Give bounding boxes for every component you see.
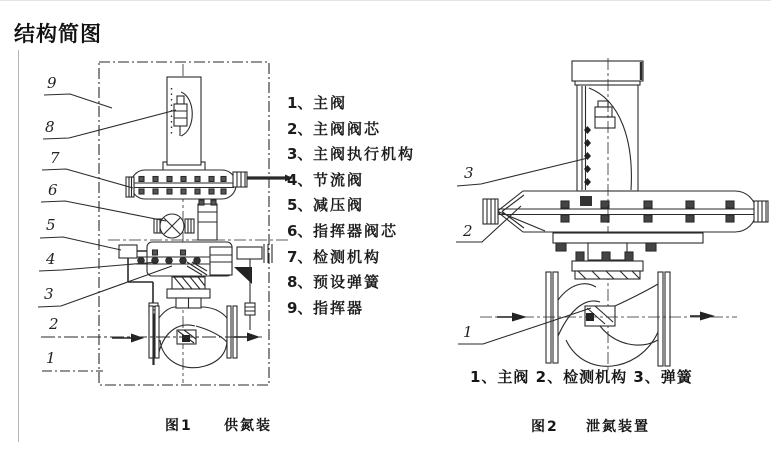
fig2-callout-3: 3 bbox=[464, 164, 474, 182]
figure1-drawing bbox=[38, 62, 293, 385]
fig1-callout-8: 8 bbox=[45, 118, 55, 136]
figure2-drawing bbox=[456, 58, 768, 372]
figure1-caption-text: 供氮装 bbox=[224, 418, 272, 434]
figure1-caption-id: 图1 bbox=[165, 418, 193, 434]
spring-cylinder bbox=[572, 61, 643, 206]
fig1-callout-1: 1 bbox=[46, 349, 56, 367]
fig1-callout-3: 3 bbox=[44, 285, 54, 303]
fig1-callout-9: 9 bbox=[47, 74, 57, 92]
page-title: 结构简图 bbox=[14, 22, 102, 46]
legend-item-5: 5、减压阀 bbox=[287, 196, 365, 215]
legend-item-3: 3、主阀执行机构 bbox=[287, 145, 416, 164]
fig1-callout-5: 5 bbox=[46, 216, 56, 234]
fig2-callout-2: 2 bbox=[463, 222, 473, 240]
flow-direction-wedge bbox=[234, 267, 252, 284]
legend-item-8: 8、预设弹簧 bbox=[287, 273, 382, 292]
legend-item-6: 6、指挥器阀芯 bbox=[287, 221, 399, 240]
inlet-flow-arrow-fig1 bbox=[131, 334, 144, 343]
legend-item-2: 2、主阀阀芯 bbox=[287, 119, 382, 138]
pressure-reducing-valve bbox=[119, 245, 137, 258]
parts-legend bbox=[287, 92, 415, 322]
main-valve-actuator bbox=[167, 277, 210, 308]
fig1-callout-4: 4 bbox=[46, 250, 56, 268]
figure2-caption-id: 图2 bbox=[531, 419, 559, 435]
fig1-callout-6: 6 bbox=[48, 181, 58, 199]
legend-item-1: 1、主阀 bbox=[287, 94, 348, 112]
detection-vessel bbox=[483, 191, 768, 232]
figure2-parts-line: 1、主阀 2、检测机构 3、弹簧 bbox=[470, 368, 693, 386]
fig1-callout-2: 2 bbox=[49, 315, 59, 333]
fig2-callout-1: 1 bbox=[463, 323, 473, 341]
outlet-flow-arrow-fig2 bbox=[700, 312, 715, 321]
pilot-valve-core bbox=[154, 214, 194, 238]
fig1-callout-7: 7 bbox=[50, 149, 60, 167]
legend-item-4: 4、节流阀 bbox=[287, 170, 365, 189]
legend-item-7: 7、检测机构 bbox=[287, 247, 382, 266]
figure2-caption-text: 泄氮装置 bbox=[586, 419, 650, 435]
yoke-bonnet bbox=[553, 233, 703, 279]
detection-diaphragm-housing bbox=[126, 170, 236, 199]
legend-item-9: 9、指挥器 bbox=[287, 298, 365, 317]
